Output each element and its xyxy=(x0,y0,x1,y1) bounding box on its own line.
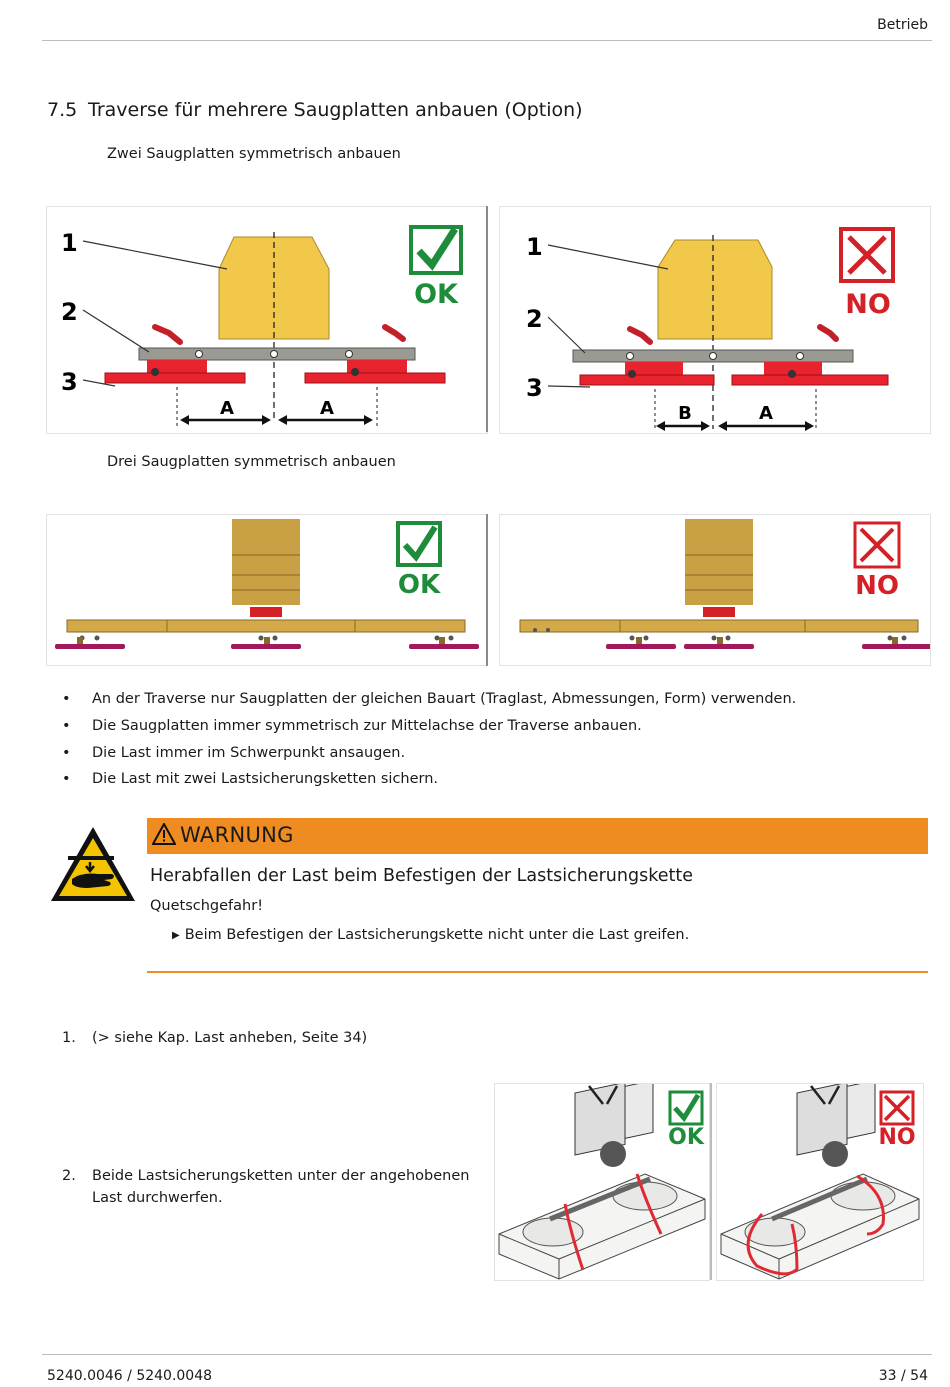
no-label: NO xyxy=(855,571,899,601)
hand-crush-hazard-icon xyxy=(48,824,138,904)
callout-1: 1 xyxy=(526,233,543,261)
figure-divider xyxy=(710,1083,712,1280)
ok-label: OK xyxy=(668,1125,704,1150)
page-number: 33 / 54 xyxy=(878,1368,928,1384)
bullet-list xyxy=(62,686,796,793)
no-cross-icon xyxy=(841,229,893,320)
ok-check-icon xyxy=(668,1092,705,1150)
warning-measure: ▶ Beim Befestigen der Lastsicherungskette nicht unter die Last greifen. xyxy=(172,927,690,943)
warning-triangle-icon xyxy=(152,823,176,845)
no-cross-icon xyxy=(855,523,899,601)
footer-rule xyxy=(42,1354,932,1355)
no-label: NO xyxy=(878,1125,916,1150)
figure1-left xyxy=(46,206,488,434)
triangle-right-icon: ▶ xyxy=(172,930,180,941)
figure1-right xyxy=(499,206,931,434)
figure-divider xyxy=(486,206,488,432)
figure2-caption: Drei Saugplatten symmetrisch anbauen xyxy=(107,454,396,470)
chains-correct-diagram xyxy=(495,1084,709,1280)
dim-label-a: A xyxy=(759,403,773,424)
warning-banner xyxy=(147,818,928,854)
list-item: • Die Last immer im Schwerpunkt ansaugen. xyxy=(62,744,406,761)
warning-bottom-rule xyxy=(147,971,928,973)
callout-2: 2 xyxy=(526,305,543,333)
figure3-right xyxy=(716,1083,924,1281)
warning-signal-word: WARNUNG xyxy=(180,823,294,847)
ok-label: OK xyxy=(397,570,441,600)
section-number: 7.5 xyxy=(47,99,78,121)
chains-wrong-diagram xyxy=(717,1084,923,1280)
callout-3: 3 xyxy=(526,374,543,402)
warning-consequence: Quetschgefahr! xyxy=(150,898,264,914)
ok-check-icon xyxy=(398,523,441,600)
callout-3: 3 xyxy=(61,368,78,396)
step-number: 1. xyxy=(62,1030,76,1046)
header-rule xyxy=(42,40,932,41)
dim-label-a2: A xyxy=(320,398,334,419)
figure2-left xyxy=(46,514,488,666)
figure1-caption: Zwei Saugplatten symmetrisch anbauen xyxy=(107,146,401,162)
list-item: • Die Last mit zwei Lastsicherungsketten sichern. xyxy=(62,771,439,788)
ok-label: OK xyxy=(414,279,458,310)
section-title: Traverse für mehrere Saugplatten anbauen (Option) xyxy=(88,99,583,121)
step-text: Beide Lastsicherungsketten unter der angehobenen Last durchwerfen. xyxy=(92,1168,470,1206)
step-text: (> siehe Kap. Last anheben, Seite 34) xyxy=(92,1030,368,1046)
list-item: • Die Saugplatten immer symmetrisch zur Mittelachse der Traverse anbauen. xyxy=(62,717,642,734)
step-number: 2. xyxy=(62,1168,76,1184)
warning-title: Herabfallen der Last beim Befestigen der Lastsicherungskette xyxy=(150,866,693,886)
callout-2: 2 xyxy=(61,298,78,326)
dim-label-a1: A xyxy=(220,398,234,419)
no-label: NO xyxy=(845,289,891,320)
dim-label-b: B xyxy=(678,403,692,424)
figure2-right xyxy=(499,514,931,666)
figure-divider xyxy=(486,514,488,666)
section-heading xyxy=(47,99,583,121)
list-item: • An der Traverse nur Saugplatten der gleichen Bauart (Traglast, Abmessungen, Form) verwenden. xyxy=(62,691,797,707)
header-section: Betrieb xyxy=(877,17,928,33)
three-plates-symmetric-diagram xyxy=(47,515,487,665)
ok-check-icon xyxy=(411,227,461,310)
two-plates-asymmetric-diagram xyxy=(500,207,930,433)
document-number: 5240.0046 / 5240.0048 xyxy=(47,1368,213,1384)
no-cross-icon xyxy=(878,1092,915,1150)
figure3-left xyxy=(494,1083,710,1281)
callout-1: 1 xyxy=(61,229,78,257)
three-plates-asymmetric-diagram xyxy=(500,515,930,665)
two-plates-symmetric-diagram xyxy=(47,207,487,433)
